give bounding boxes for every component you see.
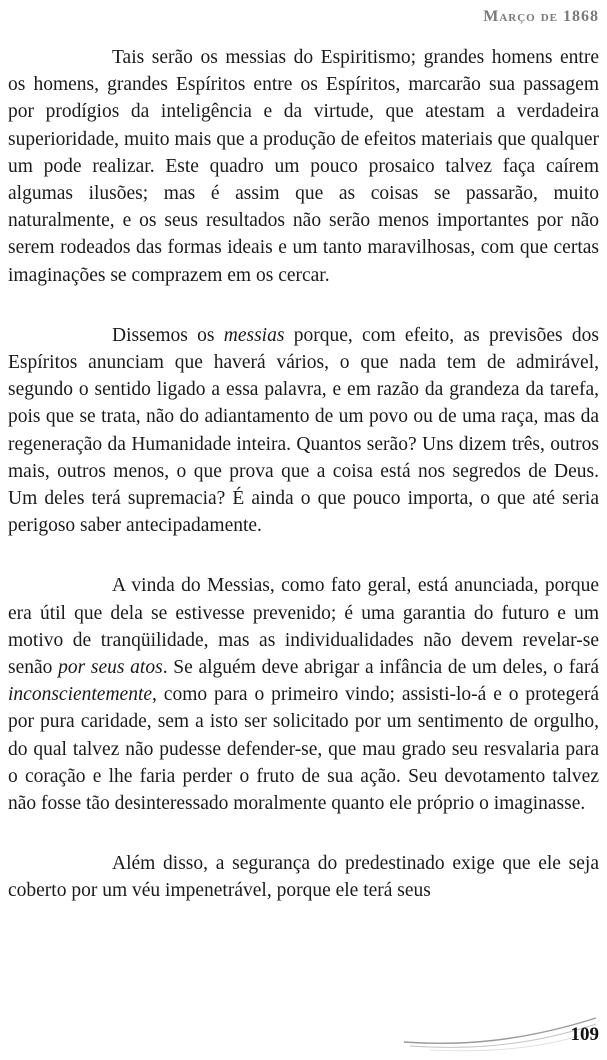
body-text [8, 44, 599, 905]
page-number: 109 [570, 1024, 599, 1045]
text-segment: Tais serão os messias do Espiritismo; grandes homens entre os homens, grandes Espíritos entre os Espíritos, marcarão sua passagem por prodígios da inteligência e da virtude, que atestam a verdadeira superioridade, muito mais que a produção de efeitos materiais que qualquer um pode realizar. Este quadro um pouco prosaico talvez faça caírem algumas ilusões; mas é assim que as coisas se passarão, muito naturalmente, e os seus resultados não serão menos importantes por não serem rodeados das formas ideais e um tanto maravilhosas, com que certas imaginações se comprazem em os cercar. [8, 47, 599, 286]
emphasis-messias: messias [223, 324, 285, 346]
text-segment: A vinda do Messias, como fato geral, está anunciada, porque era útil que dela se estivesse prevenido; é uma garantia do futuro e um motivo de tranqüilidade, mas as individualidades não devem revelar-se senão [8, 575, 599, 679]
text-segment: . Se alguém deve abrigar a infância de um deles, o fará [162, 657, 599, 679]
text-segment: Dissemos os [112, 324, 224, 346]
emphasis-por-seus-atos: por seus atos [58, 657, 163, 679]
running-header: Março de 1868 [483, 8, 599, 25]
paragraph-4 [8, 850, 599, 904]
paragraph-1 [8, 44, 599, 289]
text-segment: , como para o primeiro vindo; assisti-lo-á e o protegerá por pura caridade, sem a isto ser solicitado por um sentimento de orgulho, do qual talvez não pudesse defender-se, que mau grado seu resvalaria para o coração e lhe faria perder o fruto de sua ação. Seu devotamento talvez não fosse tão desinteressado moralmente quanto ele próprio o imaginasse. [8, 684, 599, 815]
paragraph-3 [8, 572, 599, 817]
text-segment: Além disso, a segurança do predestinado exige que ele seja coberto por um véu impenetrável, porque ele terá seus [8, 853, 599, 902]
emphasis-inconscientemente: inconscientemente [8, 684, 153, 706]
text-segment: porque, com efeito, as previsões dos Espíritos anunciam que haverá vários, o que nada tem de admirável, segundo o sentido ligado a essa palavra, e em razão da grandeza da tarefa, pois que se trata, não do adiantamento de um povo ou de uma raça, mas da regeneração da Humanidade inteira. Quantos serão? Uns dizem três, outros mais, outros menos, o que prova que a coisa está nos segredos de Deus. Um deles terá supremacia? É ainda o que pouco importa, o que até seria perigoso saber antecipadamente. [8, 324, 600, 537]
paragraph-2 [8, 322, 599, 540]
